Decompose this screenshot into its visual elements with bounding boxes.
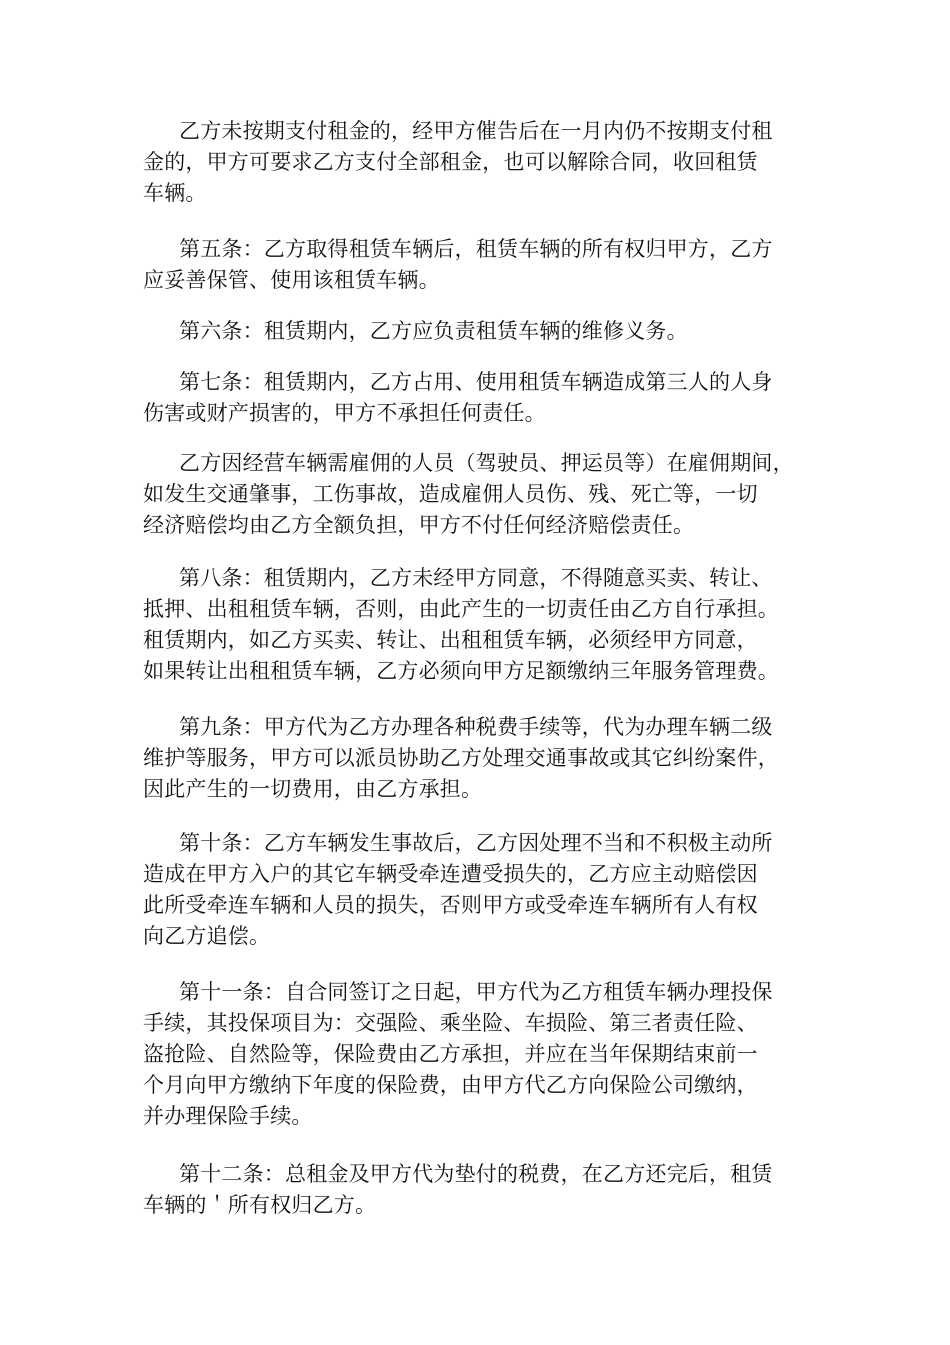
paragraph-article-9 (143, 712, 779, 805)
text-line: 盗抢险、自然险等，保险费由乙方承担，并应在当年保期结束前一 (143, 1042, 758, 1066)
text-line: 第十条：乙方车辆发生事故后，乙方因处理不当和不积极主动所 (179, 831, 773, 855)
paragraph-article-10 (143, 828, 773, 952)
text-line: 经济赔偿均由乙方全额负担，甲方不付任何经济赔偿责任。 (143, 513, 695, 537)
text-line: 车辆的＇所有权归乙方。 (143, 1193, 377, 1217)
text-line: 金的，甲方可要求乙方支付全部租金，也可以解除合同，收回租赁 (143, 150, 758, 174)
text-line: 向乙方追偿。 (143, 924, 271, 948)
text-line: 应妥善保管、使用该租赁车辆。 (143, 268, 440, 292)
paragraph-article-11 (143, 977, 773, 1132)
text-line: 造成在甲方入户的其它车辆受牵连遭受损失的，乙方应主动赔偿因 (143, 862, 758, 886)
text-line: 第六条：租赁期内，乙方应负责租赁车辆的维修义务。 (179, 319, 688, 343)
paragraph-rent-default (143, 116, 773, 209)
text-line: 此所受牵连车辆和人员的损失，否则甲方或受牵连车辆所有人有权 (143, 893, 758, 917)
text-line: 维护等服务，甲方可以派员协助乙方处理交通事故或其它纠纷案件， (143, 746, 779, 770)
text-line: 第八条：租赁期内，乙方未经甲方同意，不得随意买卖、转让、 (179, 566, 773, 590)
text-line: 车辆。 (143, 181, 207, 205)
text-line: 乙方因经营车辆需雇佣的人员（驾驶员、押运员等）在雇佣期间， (179, 451, 794, 475)
text-line: 个月向甲方缴纳下年度的保险费，由甲方代乙方向保险公司缴纳， (143, 1073, 758, 1097)
text-line: 如果转让出租租赁车辆，乙方必须向甲方足额缴纳三年服务管理费。 (143, 659, 779, 683)
text-line: 伤害或财产损害的，甲方不承担任何责任。 (143, 401, 546, 425)
text-line: 抵押、出租租赁车辆，否则，由此产生的一切责任由乙方自行承担。 (143, 597, 779, 621)
text-line: 第五条：乙方取得租赁车辆后，租赁车辆的所有权归甲方，乙方 (179, 237, 773, 261)
text-line: 因此产生的一切费用，由乙方承担。 (143, 777, 483, 801)
paragraph-article-6 (143, 316, 688, 347)
text-line: 并办理保险手续。 (143, 1104, 313, 1128)
text-line: 第十一条：自合同签订之日起，甲方代为乙方租赁车辆办理投保 (179, 980, 773, 1004)
text-line: 手续，其投保项目为：交强险、乘坐险、车损险、第三者责任险、 (143, 1011, 758, 1035)
paragraph-article-8 (143, 563, 779, 687)
paragraph-article-12 (143, 1159, 773, 1221)
text-line: 第十二条：总租金及甲方代为垫付的税费，在乙方还完后，租赁 (179, 1162, 773, 1186)
paragraph-employees (143, 448, 794, 541)
paragraph-article-5 (143, 234, 773, 296)
text-line: 第七条：租赁期内，乙方占用、使用租赁车辆造成第三人的人身 (179, 370, 773, 394)
paragraph-article-7 (143, 367, 773, 429)
text-line: 如发生交通肇事，工伤事故，造成雇佣人员伤、残、死亡等，一切 (143, 482, 758, 506)
text-line: 乙方未按期支付租金的，经甲方催告后在一月内仍不按期支付租 (179, 119, 773, 143)
text-line: 第九条：甲方代为乙方办理各种税费手续等，代为办理车辆二级 (179, 715, 773, 739)
text-line: 租赁期内，如乙方买卖、转让、出租租赁车辆，必须经甲方同意， (143, 628, 758, 652)
